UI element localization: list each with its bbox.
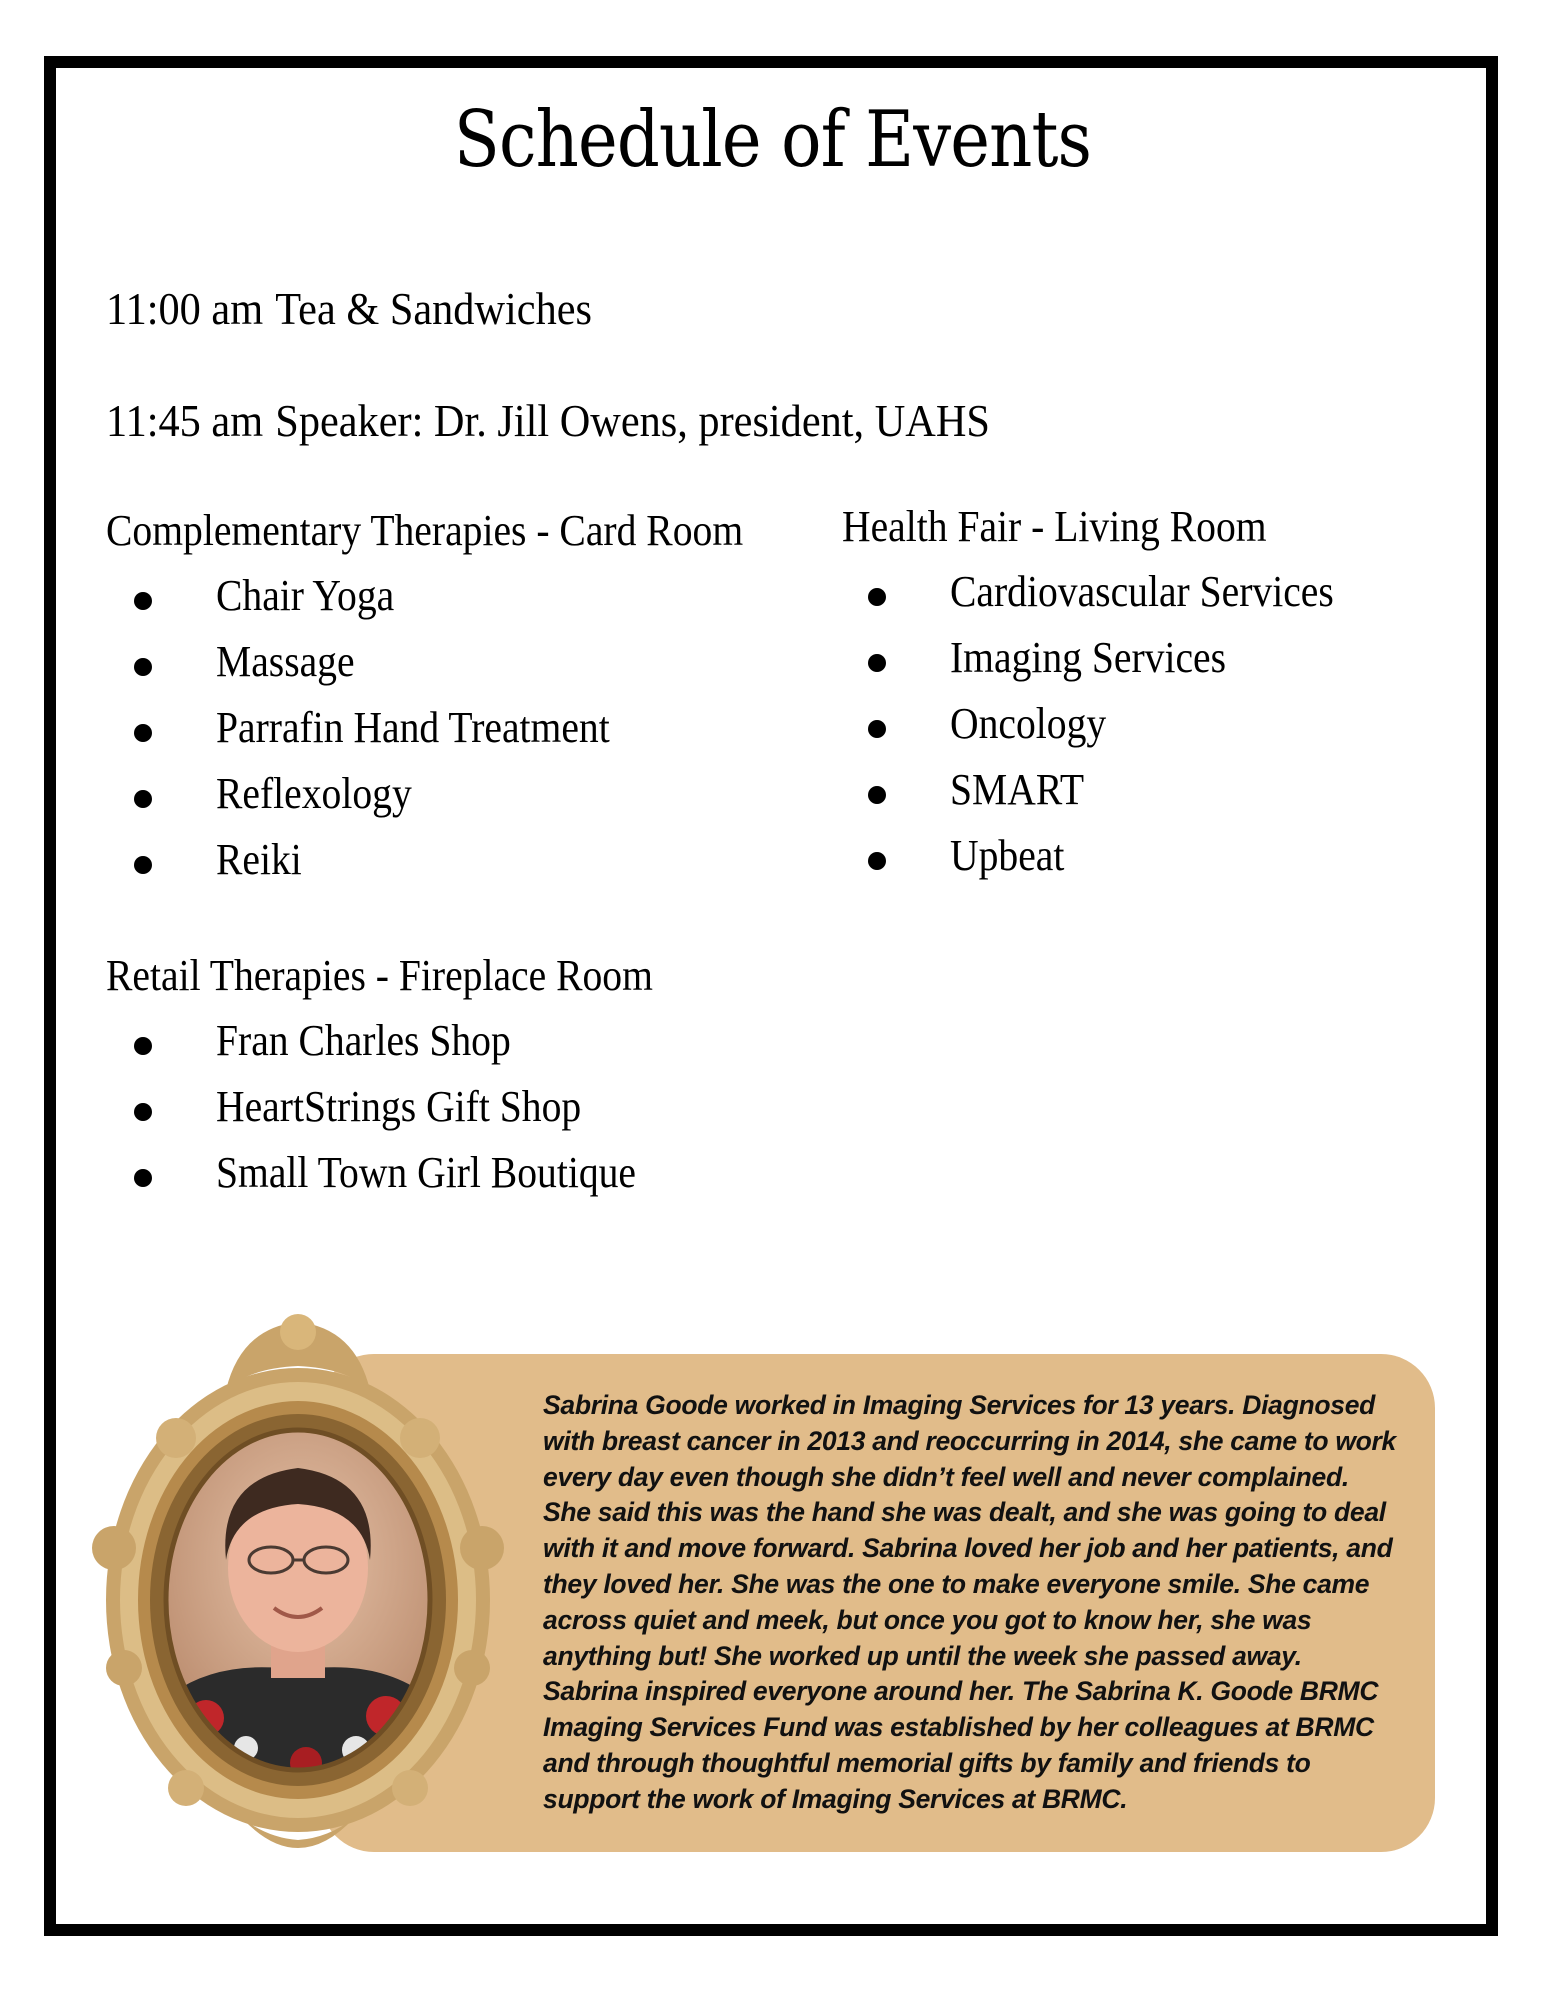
bullet-icon (134, 790, 152, 808)
bullet-icon (134, 856, 152, 874)
bio-text: Sabrina Goode worked in Imaging Services for 13 years. Diagnosed with breast cancer in 2013 and reoccurring in 2014, she came to work every day even though she didn’t feel well and never complained. She said this was the hand she was dealt, and she was going to deal with it and move forward. Sabrina loved her job and her patients, and they loved her. She was the one to make everyone smile. She came across quiet and meek, but once you got to know her, she was anything but! She worked up until the week she passed away. Sabrina inspired everyone around her. The Sabrina K. Goode BRMC Imaging Services Fund was established by her colleagues at BRMC and through thoughtful memorial gifts by family and friends to support the work of Imaging Services at BRMC. (543, 1390, 1396, 1814)
bullet-icon (868, 654, 886, 672)
bullet-icon (868, 588, 886, 606)
list-item-label: Oncology (950, 699, 1107, 748)
list-item-label: Parrafin Hand Treatment (216, 703, 610, 752)
list-item-label: Cardiovascular Services (950, 567, 1334, 616)
bullet-icon (134, 1103, 152, 1121)
bullet-icon (134, 1037, 152, 1055)
list-item-label: Reflexology (216, 769, 412, 818)
list-item-label: Fran Charles Shop (216, 1016, 511, 1065)
agenda-text: Tea & Sandwiches (275, 283, 592, 334)
health-fair-heading: Health Fair - Living Room (842, 502, 1267, 551)
agenda-time: 11:45 am (106, 395, 264, 446)
list-item-label: Upbeat (950, 831, 1065, 880)
bullet-icon (868, 786, 886, 804)
retail-heading: Retail Therapies - Fireplace Room (106, 951, 653, 1000)
agenda-text: Speaker: Dr. Jill Owens, president, UAHS (275, 395, 990, 446)
framed-portrait (66, 1298, 536, 1878)
bullet-icon (134, 658, 152, 676)
list-item-label: HeartStrings Gift Shop (216, 1082, 582, 1131)
list-item-label: SMART (950, 765, 1085, 814)
bullet-icon (134, 592, 152, 610)
bullet-icon (134, 1169, 152, 1187)
list-item-label: Small Town Girl Boutique (216, 1148, 637, 1197)
list-item-label: Massage (216, 637, 355, 686)
list-item-label: Chair Yoga (216, 571, 395, 620)
agenda-item-1 (106, 282, 592, 335)
bullet-icon (134, 724, 152, 742)
agenda-item-2 (106, 394, 990, 447)
complementary-heading: Complementary Therapies - Card Room (106, 506, 744, 555)
list-item-label: Imaging Services (950, 633, 1227, 682)
list-item-label: Reiki (216, 835, 302, 884)
bullet-icon (868, 852, 886, 870)
agenda-time: 11:00 am (106, 283, 264, 334)
bullet-icon (868, 720, 886, 738)
page-title: Schedule of Events (453, 95, 1092, 185)
